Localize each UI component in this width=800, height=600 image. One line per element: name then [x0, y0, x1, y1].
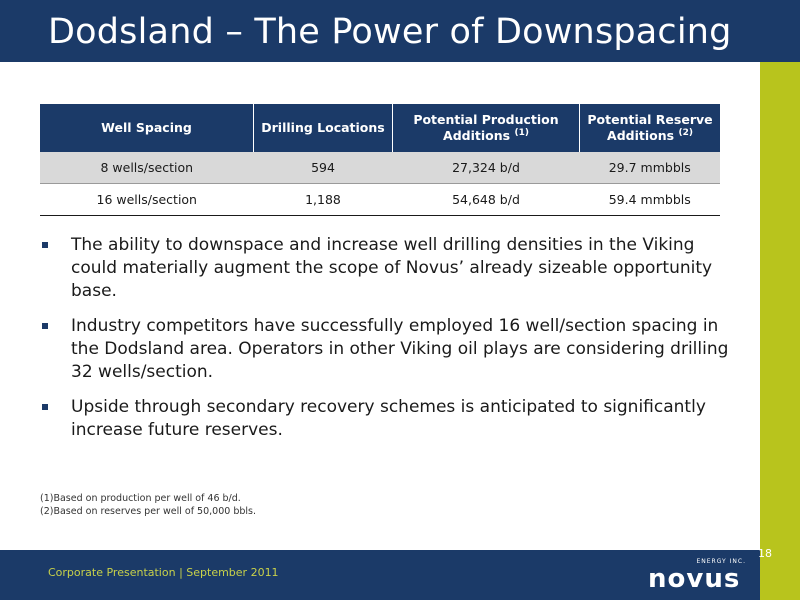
logo-tagline: ENERGY INC.: [696, 558, 746, 565]
footnote-2: (2)Based on reserves per well of 50,000 bbls.: [40, 506, 256, 517]
table-row: [40, 152, 720, 184]
novus-logo: [648, 558, 748, 594]
page-number: 18: [758, 547, 772, 560]
footnotes: [40, 492, 256, 518]
cell-production-additions: 54,648 b/d: [393, 184, 580, 216]
cell-drilling-locations: 1,188: [254, 184, 393, 216]
cell-well-spacing: 8 wells/section: [40, 152, 254, 184]
logo-wordmark: novus: [648, 564, 741, 594]
bullet-item: Upside through secondary recovery schemes is anticipated to significantly increase future reserves.: [40, 396, 730, 442]
square-bullet-icon: [42, 242, 48, 248]
cell-production-additions: 27,324 b/d: [393, 152, 580, 184]
cell-drilling-locations: 594: [254, 152, 393, 184]
spacing-table: [40, 104, 720, 216]
header-reserve-additions: Potential Reserve Additions $^{(2)}$: [580, 104, 721, 152]
header-production-additions: Potential Production Additions $^{(1)}$: [393, 104, 580, 152]
bullet-item: The ability to downspace and increase well drilling densities in the Viking could materially augment the scope of Novus’ already sizeable opportunity base.: [40, 234, 730, 303]
square-bullet-icon: [42, 323, 48, 329]
table-row: [40, 184, 720, 216]
header-well-spacing: Well Spacing: [40, 104, 254, 152]
cell-reserve-additions: 59.4 mmbbls: [580, 184, 721, 216]
footnote-1: (1)Based on production per well of 46 b/d.: [40, 493, 241, 504]
cell-reserve-additions: 29.7 mmbbls: [580, 152, 721, 184]
header-drilling-locations: Drilling Locations: [254, 104, 393, 152]
square-bullet-icon: [42, 404, 48, 410]
cell-well-spacing: 16 wells/section: [40, 184, 254, 216]
footer-label: Corporate Presentation | September 2011: [48, 566, 279, 579]
bullet-list: [40, 234, 730, 454]
bullet-item: Industry competitors have successfully employed 16 well/section spacing in the Dodsland area. Operators in other Viking oil plays are considering drilling 32 wells/section.: [40, 315, 730, 384]
table-header-row: [40, 104, 720, 152]
slide-title: Dodsland – The Power of Downspacing: [48, 12, 732, 52]
